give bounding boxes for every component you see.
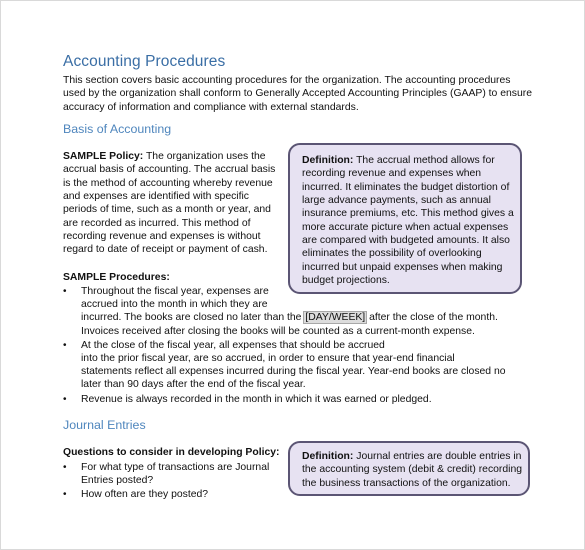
- procedure-item-2-line-2: into the prior fiscal year, are so accrued, in order to ensure that year-end financial: [81, 353, 455, 364]
- intro-paragraph: This section covers basic accounting procedures for the organization. The accounting procedures used by the organization shall conform to Generally Accepted Accounting Principles (GAAP) to ensure accuracy of information and compliance with external standards.: [63, 75, 532, 113]
- procedure-item-1-line-2: accrued into the month in which they are: [81, 299, 268, 310]
- question-item-1-line-2: Entries posted?: [81, 475, 154, 486]
- procedure-item-1-line-1: Throughout the fiscal year, expenses are: [81, 286, 269, 297]
- questions-label: [63, 446, 280, 459]
- procedures-label-text: SAMPLE Procedures:: [63, 272, 170, 283]
- section-heading-journal-entries: Journal Entries: [63, 418, 146, 432]
- procedure-item-1-line-3: [81, 311, 498, 324]
- accrual-definition-box: [288, 143, 522, 294]
- procedure-item-1-text: incurred. The books are closed no later than the: [81, 312, 305, 323]
- sample-procedures-label: [63, 271, 170, 284]
- page-title: Accounting Procedures: [63, 53, 226, 70]
- sample-policy-paragraph: [63, 150, 281, 257]
- bullet-icon: •: [63, 286, 67, 297]
- questions-label-text: Questions to consider in developing Policy:: [63, 447, 280, 458]
- definition-label: Definition:: [302, 451, 354, 462]
- question-item-1-line-1: For what type of transactions are Journal: [81, 462, 270, 473]
- definition-label: Definition:: [302, 155, 354, 166]
- section-heading-basis: Basis of Accounting: [63, 122, 172, 136]
- bullet-icon: •: [63, 394, 67, 405]
- definition-body: The accrual method allows for recording revenue and expenses when incurred. It eliminates the budget distortion of large advance payments, such as annual insurance premiums, etc. This method gives a more accurate picture when actual expenses are compared with budgeted amounts. It also eliminates the possibility of overlooking incurred but unpaid expenses when making budget projections.: [302, 155, 514, 287]
- sample-policy-text: The organization uses the accrual basis of accounting. The accrual basis is the method of accounting whereby revenue and expenses are identified with specific periods of time, such as a month or year, and are recorded as incurred. This method of recording revenue and expenses is without regard to date of receipt or payment of cash.: [63, 151, 276, 256]
- bullet-icon: •: [63, 462, 67, 473]
- day-week-placeholder: [DAY/WEEK]: [305, 312, 366, 323]
- definition-body: Journal entries are double entries in the accounting system (debit & credit) recording the business transactions of the organization.: [302, 451, 523, 489]
- bullet-icon: •: [63, 340, 67, 351]
- procedure-item-3-line-1: Revenue is always recorded in the month in which it was earned or pledged.: [81, 394, 432, 405]
- sample-policy-label: SAMPLE Policy:: [63, 151, 144, 162]
- procedure-item-1-line-4: Invoices received after closing the books will be counted as a current-month expense.: [81, 326, 475, 337]
- procedure-item-1-text-end: after the close of the month.: [366, 312, 498, 323]
- journal-definition-text: [302, 450, 524, 490]
- accrual-definition-text: [302, 154, 514, 287]
- bullet-icon: •: [63, 489, 67, 500]
- question-item-2-line-1: How often are they posted?: [81, 489, 209, 500]
- procedure-item-2-line-1: At the close of the fiscal year, all expenses that should be accrued: [81, 340, 385, 351]
- journal-definition-box: [288, 441, 530, 496]
- procedure-item-2-line-4: later than 90 days after the end of the fiscal year.: [81, 379, 306, 390]
- procedure-item-2-line-3: statements reflect all expenses incurred during the fiscal year. Year-end books are closed no: [81, 366, 506, 377]
